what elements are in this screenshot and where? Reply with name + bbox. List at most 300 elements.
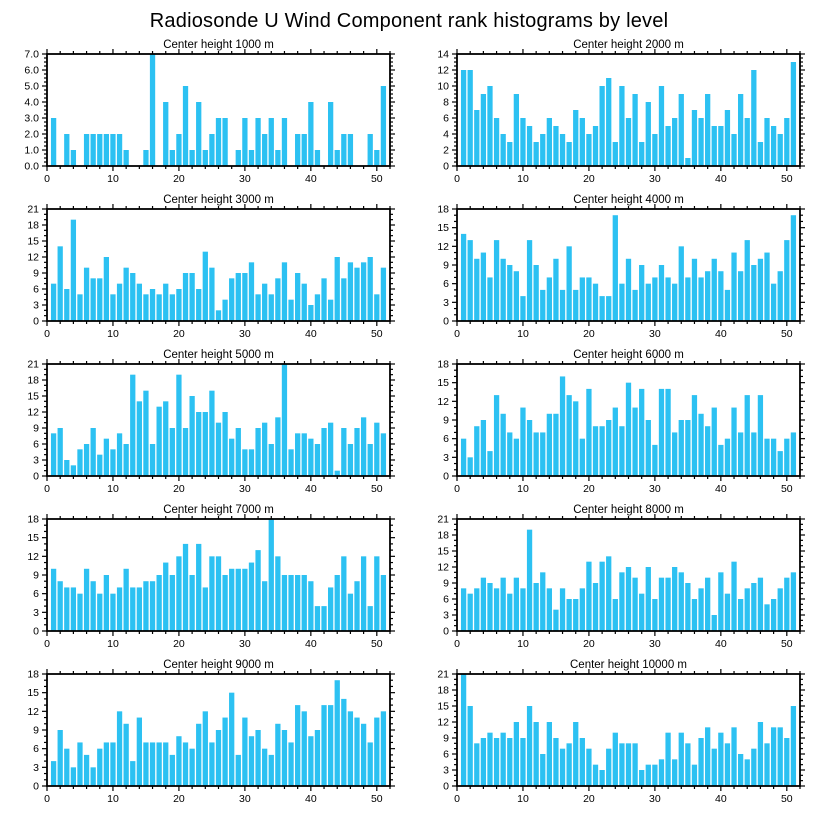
tick-label: 18 bbox=[437, 684, 449, 697]
bar bbox=[580, 277, 585, 321]
bar bbox=[784, 578, 789, 631]
bar bbox=[157, 407, 162, 476]
bar bbox=[335, 680, 340, 786]
bar bbox=[778, 134, 783, 166]
bar bbox=[619, 426, 624, 476]
tick-label: 0 bbox=[443, 315, 449, 328]
bar bbox=[718, 126, 723, 166]
tick-label: 9 bbox=[33, 267, 39, 280]
bar bbox=[341, 699, 346, 786]
bar bbox=[97, 134, 102, 166]
bar bbox=[97, 594, 102, 631]
bar bbox=[487, 277, 492, 321]
bar bbox=[745, 118, 750, 166]
bar bbox=[672, 567, 677, 631]
bar bbox=[302, 711, 307, 786]
bar bbox=[646, 284, 651, 321]
bar bbox=[348, 711, 353, 786]
bar bbox=[751, 749, 756, 786]
bar bbox=[209, 134, 214, 166]
bar bbox=[778, 588, 783, 631]
bar bbox=[632, 578, 637, 631]
bar bbox=[487, 451, 492, 476]
bar bbox=[176, 134, 181, 166]
bar bbox=[652, 599, 657, 631]
bar bbox=[520, 118, 525, 166]
bar bbox=[321, 278, 326, 321]
panel-title-text: Center height 1000 m bbox=[163, 39, 274, 51]
bar bbox=[137, 284, 142, 321]
tick-label: 30 bbox=[239, 328, 251, 340]
bar bbox=[255, 118, 260, 166]
bar bbox=[599, 562, 604, 631]
bar bbox=[255, 428, 260, 476]
bar bbox=[176, 375, 181, 476]
tick-label: 50 bbox=[780, 328, 793, 340]
bar bbox=[150, 581, 155, 631]
bar bbox=[315, 444, 320, 476]
bar bbox=[705, 578, 710, 631]
bar bbox=[619, 743, 624, 786]
tick-label: 6.0 bbox=[24, 64, 39, 77]
tick-label: 30 bbox=[239, 483, 251, 495]
tick-label: 3 bbox=[443, 764, 449, 777]
bar bbox=[381, 433, 386, 476]
bar bbox=[573, 401, 578, 476]
bar bbox=[163, 401, 168, 476]
tick-label: 6 bbox=[33, 438, 39, 451]
bar bbox=[725, 594, 730, 631]
bar bbox=[249, 563, 254, 631]
bar bbox=[242, 569, 247, 631]
bar bbox=[553, 738, 558, 786]
bar bbox=[354, 268, 359, 321]
bar bbox=[262, 284, 267, 321]
bar bbox=[560, 134, 565, 166]
bar bbox=[646, 765, 651, 786]
bar bbox=[124, 569, 129, 631]
tick-label: 12 bbox=[437, 716, 449, 729]
bar bbox=[646, 102, 651, 166]
tick-label: 40 bbox=[305, 328, 317, 340]
bar bbox=[176, 289, 181, 321]
histogram-plot-8000m bbox=[412, 503, 814, 658]
bar bbox=[262, 581, 267, 631]
bar bbox=[586, 277, 591, 321]
tick-label: 18 bbox=[27, 513, 39, 526]
bar bbox=[560, 588, 565, 631]
bar bbox=[216, 310, 221, 321]
bar bbox=[203, 587, 208, 631]
bar bbox=[242, 118, 247, 166]
bar bbox=[738, 754, 743, 786]
histogram-plot-10000m bbox=[412, 658, 814, 813]
bar bbox=[124, 150, 129, 166]
bar bbox=[771, 727, 776, 786]
tick-label: 50 bbox=[780, 793, 793, 805]
tick-label: 21 bbox=[437, 513, 449, 526]
bar bbox=[321, 428, 326, 476]
bar bbox=[110, 134, 115, 166]
bar bbox=[328, 705, 333, 786]
bar bbox=[176, 556, 181, 631]
bar bbox=[514, 94, 519, 166]
tick-label: 20 bbox=[173, 483, 185, 495]
bar bbox=[791, 62, 796, 166]
bar bbox=[487, 583, 492, 631]
bar bbox=[738, 94, 743, 166]
bar bbox=[586, 389, 591, 476]
bar bbox=[507, 142, 512, 166]
bar bbox=[130, 273, 135, 321]
bar bbox=[672, 759, 677, 786]
bar bbox=[514, 578, 519, 631]
panel-2000m bbox=[412, 38, 814, 193]
bar bbox=[348, 262, 353, 321]
tick-label: 6 bbox=[33, 283, 39, 296]
bar bbox=[593, 583, 598, 631]
bar bbox=[606, 78, 611, 166]
bar bbox=[751, 70, 756, 166]
bar bbox=[222, 718, 227, 786]
bar bbox=[613, 599, 618, 631]
bar bbox=[91, 581, 96, 631]
bar bbox=[374, 150, 379, 166]
bar bbox=[626, 118, 631, 166]
bar bbox=[586, 134, 591, 166]
tick-label: 20 bbox=[173, 173, 185, 185]
bar bbox=[639, 142, 644, 166]
bar bbox=[692, 599, 697, 631]
tick-label: 40 bbox=[715, 328, 727, 340]
tick-label: 15 bbox=[27, 532, 39, 545]
tick-label: 30 bbox=[649, 793, 661, 805]
bar bbox=[731, 562, 736, 631]
bar bbox=[150, 444, 155, 476]
bar bbox=[295, 273, 300, 321]
bar bbox=[216, 423, 221, 476]
bar bbox=[361, 724, 366, 786]
bar bbox=[262, 749, 267, 786]
bar bbox=[189, 396, 194, 476]
bar bbox=[381, 711, 386, 786]
tick-label: 4.0 bbox=[24, 96, 39, 109]
bar bbox=[58, 428, 63, 476]
panel-title-text: Center height 2000 m bbox=[573, 39, 684, 51]
panel-title-text: Center height 7000 m bbox=[163, 504, 274, 516]
bar bbox=[784, 738, 789, 786]
tick-label: 0 bbox=[44, 173, 50, 185]
bar bbox=[567, 743, 572, 786]
bar bbox=[84, 134, 89, 166]
bar bbox=[698, 414, 703, 476]
bar bbox=[791, 572, 796, 631]
bar bbox=[216, 118, 221, 166]
tick-label: 0 bbox=[33, 780, 39, 793]
bar bbox=[137, 718, 142, 786]
bar bbox=[117, 134, 122, 166]
bar bbox=[275, 417, 280, 476]
bar bbox=[117, 284, 122, 321]
bar bbox=[196, 102, 201, 166]
bar bbox=[189, 575, 194, 631]
bar bbox=[321, 606, 326, 631]
bar bbox=[619, 86, 624, 166]
bar bbox=[778, 727, 783, 786]
bar bbox=[302, 575, 307, 631]
tick-label: 20 bbox=[583, 638, 595, 650]
tick-label: 0 bbox=[44, 793, 50, 805]
tick-label: 15 bbox=[437, 700, 449, 713]
bar bbox=[374, 718, 379, 786]
tick-label: 18 bbox=[27, 374, 39, 387]
bar bbox=[745, 588, 750, 631]
bar bbox=[97, 455, 102, 476]
bar bbox=[84, 569, 89, 631]
bar bbox=[77, 594, 82, 631]
bar bbox=[170, 575, 175, 631]
tick-label: 15 bbox=[437, 222, 449, 235]
bar bbox=[567, 395, 572, 476]
bar bbox=[487, 733, 492, 786]
bar bbox=[487, 86, 492, 166]
histogram-plot-7000m bbox=[2, 503, 404, 658]
tick-label: 50 bbox=[780, 173, 793, 185]
bar bbox=[692, 765, 697, 786]
bar bbox=[534, 142, 539, 166]
bar bbox=[751, 583, 756, 631]
bar bbox=[163, 742, 168, 786]
bar bbox=[731, 408, 736, 476]
bar bbox=[580, 738, 585, 786]
bar bbox=[665, 126, 670, 166]
bar bbox=[262, 134, 267, 166]
bar bbox=[117, 587, 122, 631]
bar bbox=[626, 383, 631, 476]
tick-label: 0 bbox=[443, 780, 449, 793]
bar bbox=[784, 118, 789, 166]
tick-label: 50 bbox=[370, 793, 383, 805]
bar bbox=[507, 594, 512, 631]
bar bbox=[150, 742, 155, 786]
bar bbox=[143, 742, 148, 786]
bar bbox=[632, 408, 637, 476]
bar bbox=[474, 426, 479, 476]
bar bbox=[560, 376, 565, 476]
bar bbox=[501, 733, 506, 786]
bar bbox=[665, 389, 670, 476]
bar bbox=[507, 738, 512, 786]
tick-label: 12 bbox=[27, 251, 39, 264]
bar bbox=[659, 86, 664, 166]
bar bbox=[705, 426, 710, 476]
bar bbox=[236, 428, 241, 476]
bar bbox=[764, 118, 769, 166]
tick-label: 10 bbox=[107, 638, 119, 650]
panel-3000m bbox=[2, 193, 404, 348]
tick-label: 10 bbox=[107, 173, 119, 185]
bar bbox=[163, 102, 168, 166]
tick-label: 18 bbox=[27, 668, 39, 681]
bar bbox=[593, 426, 598, 476]
bar bbox=[302, 134, 307, 166]
bar bbox=[150, 289, 155, 321]
bar bbox=[632, 290, 637, 321]
bar bbox=[170, 150, 175, 166]
bar bbox=[117, 433, 122, 476]
bar bbox=[71, 767, 76, 786]
bar bbox=[315, 730, 320, 786]
bar bbox=[494, 588, 499, 631]
bar bbox=[527, 706, 532, 786]
histogram-plot-1000m bbox=[2, 38, 404, 193]
bar bbox=[262, 423, 267, 476]
bar bbox=[269, 519, 274, 631]
bar bbox=[507, 265, 512, 321]
bar bbox=[652, 134, 657, 166]
bar bbox=[269, 294, 274, 321]
bar bbox=[501, 578, 506, 631]
bar bbox=[163, 284, 168, 321]
bar bbox=[242, 449, 247, 476]
bar bbox=[242, 273, 247, 321]
tick-label: 0 bbox=[443, 470, 449, 483]
bar bbox=[771, 126, 776, 166]
bar bbox=[738, 432, 743, 476]
tick-label: 40 bbox=[715, 793, 727, 805]
bar bbox=[143, 581, 148, 631]
bar bbox=[348, 134, 353, 166]
bar bbox=[222, 412, 227, 476]
bar bbox=[520, 408, 525, 476]
bar bbox=[540, 134, 545, 166]
bar bbox=[712, 408, 717, 476]
tick-label: 9 bbox=[443, 414, 449, 427]
bar bbox=[751, 265, 756, 321]
bar bbox=[580, 439, 585, 476]
bar bbox=[282, 730, 287, 786]
tick-label: 40 bbox=[305, 793, 317, 805]
bar bbox=[652, 765, 657, 786]
bar bbox=[764, 743, 769, 786]
bar bbox=[196, 289, 201, 321]
panel-7000m bbox=[2, 503, 404, 658]
bar bbox=[619, 572, 624, 631]
bar bbox=[758, 395, 763, 476]
bar bbox=[77, 294, 82, 321]
bar bbox=[295, 575, 300, 631]
bar bbox=[547, 588, 552, 631]
bar bbox=[104, 439, 109, 476]
bar bbox=[328, 587, 333, 631]
bar bbox=[137, 401, 142, 476]
bar bbox=[580, 588, 585, 631]
bar bbox=[540, 432, 545, 476]
bar bbox=[64, 289, 69, 321]
bar bbox=[679, 420, 684, 476]
bar bbox=[189, 749, 194, 786]
bar bbox=[341, 556, 346, 631]
tick-label: 10 bbox=[517, 638, 529, 650]
panel-1000m bbox=[2, 38, 404, 193]
bar bbox=[626, 567, 631, 631]
tick-label: 30 bbox=[649, 173, 661, 185]
panel-title-text: Center height 3000 m bbox=[163, 194, 274, 206]
bar bbox=[771, 284, 776, 321]
bar bbox=[784, 439, 789, 476]
bar bbox=[130, 761, 135, 786]
bar bbox=[335, 150, 340, 166]
bar bbox=[229, 439, 234, 476]
bar bbox=[64, 134, 69, 166]
bar bbox=[679, 246, 684, 321]
panel-5000m bbox=[2, 348, 404, 503]
bar bbox=[104, 575, 109, 631]
bar bbox=[170, 294, 175, 321]
tick-label: 9 bbox=[33, 422, 39, 435]
bar bbox=[527, 420, 532, 476]
bar bbox=[196, 412, 201, 476]
bar bbox=[560, 749, 565, 786]
bar bbox=[255, 730, 260, 786]
bar bbox=[553, 610, 558, 631]
tick-label: 20 bbox=[583, 328, 595, 340]
bar bbox=[468, 457, 473, 476]
bar bbox=[341, 134, 346, 166]
bar bbox=[764, 253, 769, 321]
bar bbox=[494, 240, 499, 321]
bar bbox=[64, 460, 69, 476]
bar bbox=[758, 578, 763, 631]
tick-label: 30 bbox=[239, 793, 251, 805]
bar bbox=[315, 606, 320, 631]
bar bbox=[639, 265, 644, 321]
bar bbox=[255, 550, 260, 631]
tick-label: 3 bbox=[33, 761, 39, 774]
tick-label: 12 bbox=[27, 705, 39, 718]
tick-label: 30 bbox=[649, 328, 661, 340]
tick-label: 0 bbox=[44, 638, 50, 650]
bar bbox=[328, 423, 333, 476]
bar bbox=[685, 583, 690, 631]
bar bbox=[745, 240, 750, 321]
bar bbox=[771, 439, 776, 476]
bar bbox=[71, 465, 76, 476]
bar bbox=[567, 599, 572, 631]
bar bbox=[157, 575, 162, 631]
histogram-plot-9000m bbox=[2, 658, 404, 813]
panel-title-text: Center height 6000 m bbox=[573, 349, 684, 361]
bar bbox=[507, 432, 512, 476]
panel-title-text: Center height 8000 m bbox=[573, 504, 684, 516]
bar bbox=[275, 724, 280, 786]
bar bbox=[501, 259, 506, 321]
bar bbox=[534, 583, 539, 631]
bar bbox=[176, 736, 181, 786]
tick-label: 6 bbox=[443, 593, 449, 606]
bar bbox=[481, 420, 486, 476]
bar bbox=[104, 134, 109, 166]
bar bbox=[321, 705, 326, 786]
bar bbox=[606, 749, 611, 786]
bar bbox=[335, 257, 340, 321]
bar bbox=[255, 294, 260, 321]
tick-label: 20 bbox=[173, 638, 185, 650]
bar bbox=[229, 569, 234, 631]
bar bbox=[354, 581, 359, 631]
bar bbox=[613, 408, 618, 476]
bar bbox=[468, 594, 473, 631]
